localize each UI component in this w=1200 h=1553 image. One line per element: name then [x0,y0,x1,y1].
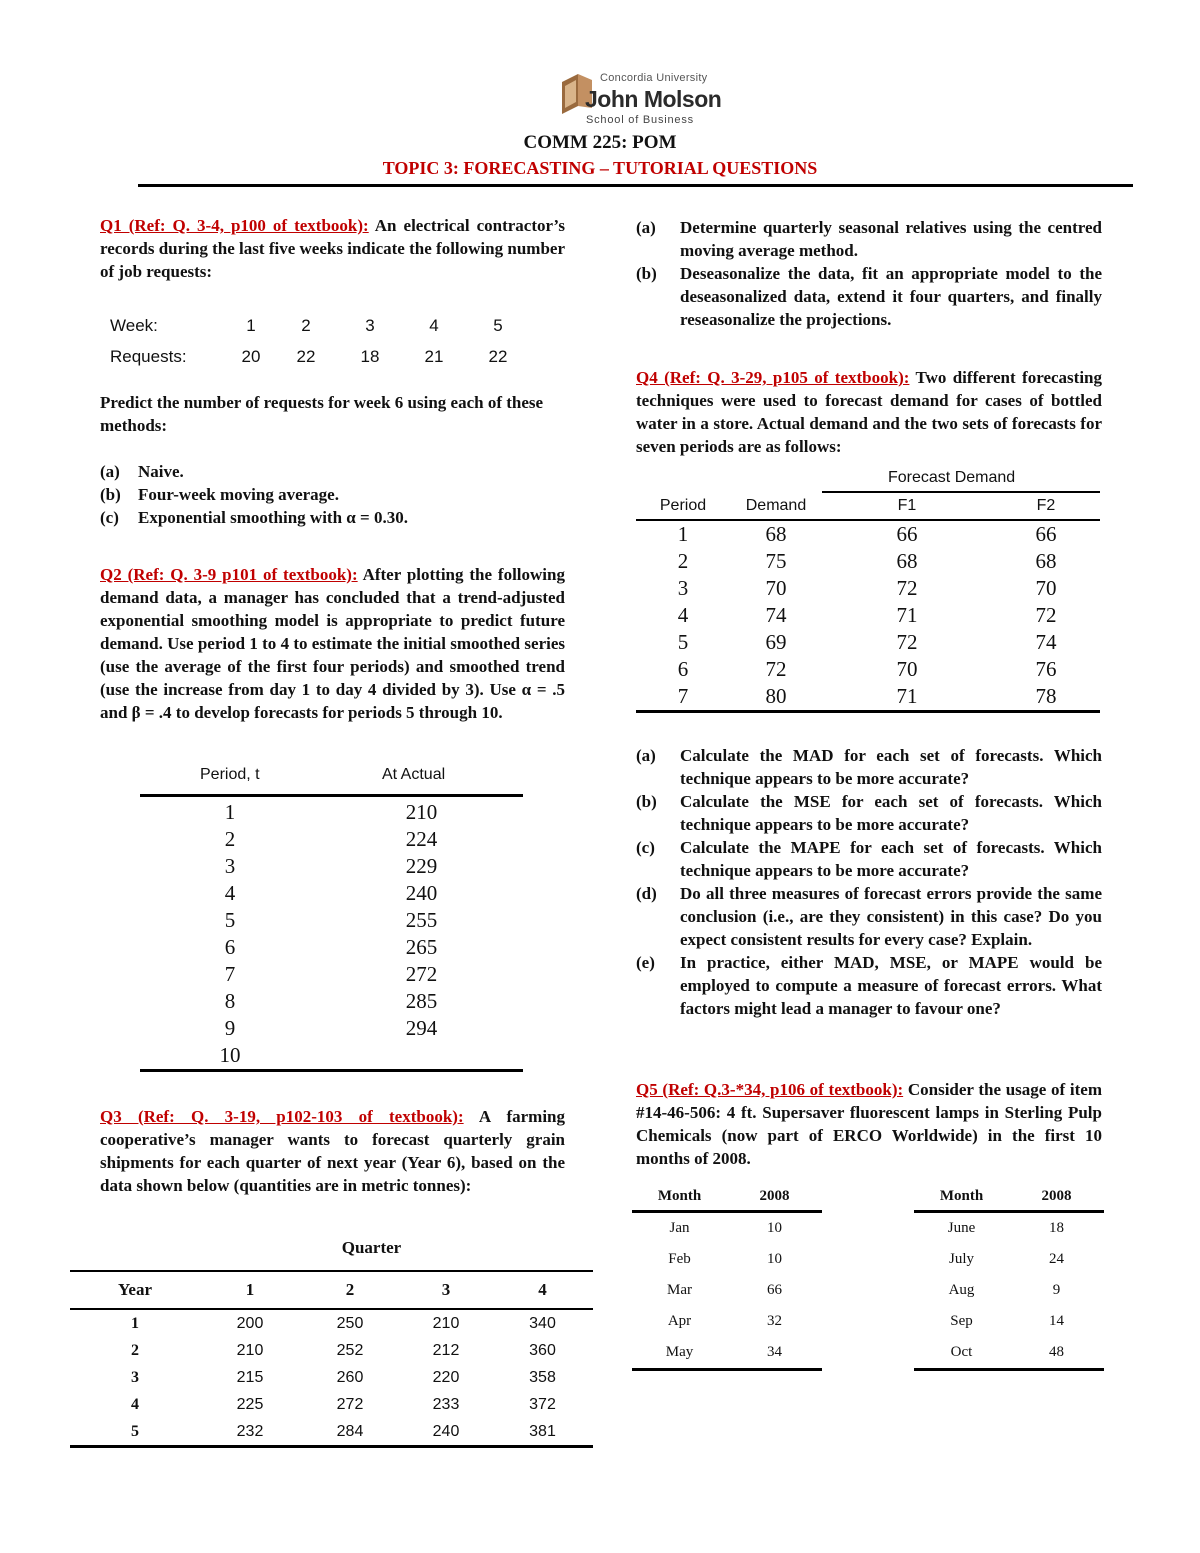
q2-actual: 229 [405,854,438,878]
q4-table-rule [636,710,1100,713]
table-row [914,1306,1104,1337]
table-row [632,1337,822,1368]
q2-actual: 294 [405,1016,438,1040]
q4-cell: 6 [677,657,689,681]
q3-cell: 240 [432,1422,460,1440]
table-row [632,1306,822,1337]
q3-cell: 372 [529,1395,556,1413]
table-row [70,1391,593,1418]
q4-cell: 68 [896,549,918,573]
q2-actual: 255 [405,908,438,932]
q3-cell: 360 [529,1341,556,1359]
q4-cell: 68 [1035,549,1057,573]
q4-cell: 69 [765,630,787,654]
q1-week-label: Week: [110,315,158,335]
q4-cell: 1 [677,522,689,546]
q4-table [636,469,1100,713]
q1-request: 18 [360,346,380,366]
q3-col-quarter: 4 [538,1280,547,1299]
q4-part: (b) Calculate the MSE for each set of forecasts. Which technique appears to be more accurate? [636,792,1102,834]
q3-cell: 3 [131,1368,139,1386]
q4-cell: 70 [896,657,918,681]
table-row [140,853,523,880]
q1-ref: Q1 (Ref: Q. 3-4, p100 of textbook): [100,216,369,235]
q5-ref: Q5 (Ref: Q.3-*34, p106 of textbook): [636,1080,904,1099]
q5-intro: Consider the usage of item #14-46-506: 4 ft. Supersaver fluorescent lamps in Sterling Pulp Chemicals (now part of ERCO Worldwide) in the first 10 months of 2008. [636,1080,1102,1168]
q5-cell: 9 [1052,1282,1061,1298]
q3-table-rule [70,1445,593,1448]
table-row [70,1364,593,1391]
q1-prompt: Predict the number of requests for week 6 using each of these methods: [100,393,544,435]
q3-quarter-label: Quarter [341,1238,402,1257]
q5-cell: 14 [1049,1313,1064,1329]
q2-actual: 265 [405,935,438,959]
table-row [70,1310,593,1337]
q3-cell: 200 [236,1314,264,1332]
q2-period: 9 [224,1016,236,1040]
q4-col-f2: F2 [1036,497,1056,514]
q2-text [100,563,565,724]
table-row [632,1244,822,1275]
q3-cell: 252 [336,1341,364,1359]
q5-cell: 48 [1049,1344,1064,1360]
q2-actual: 285 [405,989,438,1013]
q4-cell: 72 [1035,603,1057,627]
q3-parts [636,216,1102,331]
q5-cell: Jan [669,1220,690,1236]
topic-title: TOPIC 3: FORECASTING – TUTORIAL QUESTIONS [382,158,818,178]
q4-part: (c) Calculate the MAPE for each set of forecasts. Which technique appears to be more accurate? [636,838,1102,880]
table-row [914,1275,1104,1306]
q3-cell: 233 [432,1395,460,1413]
logo-university: Concordia University [600,72,708,84]
table-row [914,1213,1104,1244]
table-row [636,521,1100,548]
q3-cell: 215 [236,1368,264,1386]
q2-period: 7 [224,962,236,986]
q4-col-f1: F1 [897,497,917,514]
table-row [140,1015,523,1042]
q4-cell: 72 [765,657,787,681]
q3-cell: 4 [131,1395,139,1413]
q4-col-demand: Demand [745,497,807,514]
q4-cell: 71 [896,603,918,627]
q5-cell: 24 [1049,1251,1064,1267]
q4-cell: 66 [896,522,918,546]
table-row [70,1337,593,1364]
table-row [914,1244,1104,1275]
q3-col-quarter: 1 [245,1280,255,1299]
q5-cell: 10 [767,1251,782,1267]
q1-week: 1 [246,315,256,335]
q4-cell: 74 [1035,630,1057,654]
q5-table-right [914,1185,1104,1371]
table-row [140,934,523,961]
q1-text [100,214,565,283]
q3-cell: 260 [336,1368,364,1386]
q4-cell: 2 [677,549,689,573]
q2-col-actual: At Actual [382,766,446,783]
q4-cell: 78 [1035,684,1057,708]
q1-part: (a) Naive. [100,462,184,481]
q1-table [110,310,530,372]
q2-ref: Q2 (Ref: Q. 3-9 p101 of textbook): [100,565,358,584]
q5-cell: 18 [1049,1220,1064,1236]
q5-cell: July [948,1251,974,1267]
q3-cell: 340 [529,1314,556,1332]
q3-col-quarter: 2 [345,1280,355,1299]
q4-text [636,366,1102,458]
q5-col-year: 2008 [759,1187,790,1204]
q5-cell: Apr [667,1313,692,1329]
q4-cell: 75 [765,549,787,573]
q3-cell: 210 [432,1314,460,1332]
q3-cell: 212 [432,1341,460,1359]
q3-table [70,1238,593,1448]
q4-intro: Two different forecasting techniques were used to forecast demand for cases of bottled water in a store. Actual demand and the two sets of forecasts for seven periods are as follows: [636,368,1102,456]
table-row [636,575,1100,602]
q4-part: (e) In practice, either MAD, MSE, or MAPE would be employed to compute a measure of forecast errors. What factors might lead a manager to favour one? [636,953,1102,1018]
q4-cell: 71 [896,684,918,708]
q4-cell: 66 [1035,522,1057,546]
q5-cell: Mar [667,1282,692,1298]
q4-part: (d) Do all three measures of forecast errors provide the same conclusion (i.e., are they consistent) in this case? Do you expect consistent results for every case? Explain. [636,884,1102,949]
q4-cell: 4 [677,603,689,627]
q4-cell: 68 [765,522,787,546]
q2-period: 2 [224,827,236,851]
q5-cell: Oct [950,1344,973,1360]
q3-ref: Q3 (Ref: Q. 3-19, p102-103 of textbook): [100,1107,464,1126]
q1-request: 20 [241,346,261,366]
q2-actual: 210 [405,800,438,824]
table-row [636,656,1100,683]
q4-cell: 74 [765,603,787,627]
q4-cell: 80 [765,684,787,708]
course-title: COMM 225: POM [523,132,677,153]
table-row [70,1418,593,1445]
q3-cell: 5 [131,1422,139,1440]
q5-table-left [632,1185,822,1371]
q5-cell: Aug [948,1282,975,1298]
table-row [140,880,523,907]
q2-actual: 224 [405,827,438,851]
q2-period: 8 [224,989,236,1013]
q4-cell: 70 [765,576,787,600]
q1-request: 22 [488,346,508,366]
q2-period: 6 [224,935,236,959]
university-logo [562,70,722,126]
q1-intro: An electrical contractor’s records during the last five weeks indicate the following number of job requests: [100,216,565,281]
q4-cell: 70 [1035,576,1057,600]
q5-col-month: Month [939,1187,984,1204]
q2-period: 4 [224,881,236,905]
q2-table-rule [140,794,523,797]
table-row [140,799,523,826]
q4-cell: 7 [677,684,689,708]
q1-request: 21 [424,346,444,366]
q4-col-period: Period [659,497,707,514]
q4-cell: 76 [1035,657,1057,681]
q5-col-year: 2008 [1041,1187,1072,1204]
logo-school: School of Business [586,114,694,126]
q4-group-label: Forecast Demand [888,469,1016,486]
table-row [140,961,523,988]
q2-col-period: Period, t [200,766,260,783]
table-row [914,1337,1104,1368]
q5-col-month: Month [657,1187,702,1204]
q3-cell: 1 [131,1314,139,1332]
q5-table-rule [632,1368,822,1371]
q3-part: (a) Determine quarterly seasonal relatives using the centred moving average method. [636,218,1102,260]
q2-period: 10 [219,1043,241,1067]
q3-col-quarter: 3 [441,1280,451,1299]
q1-week: 3 [365,315,375,335]
q5-cell: June [947,1220,976,1236]
table-row [636,602,1100,629]
q4-cell: 72 [896,630,918,654]
q3-part: (b) Deseasonalize the data, fit an appropriate model to the deseasonalized data, extend it four quarters, and finally reseasonalize the projections. [636,264,1102,329]
q2-intro: After plotting the following demand data, a manager has concluded that a trend-adjusted exponential smoothing model is appropriate to predict future demand. Use period 1 to 4 to estimate the initial smoothed series (use the average of the first four periods) and smoothed trend (use the increase from day 1 to day 4 divided by 3). Use α = .5 and β = .4 to develop forecasts for periods 5 through 10. [100,565,565,722]
q5-cell: May [665,1344,694,1360]
q1-parts [100,460,560,529]
q3-col-year: Year [118,1280,152,1299]
q1-week: 2 [301,315,311,335]
q5-table-rule [914,1368,1104,1371]
q3-text [100,1105,565,1197]
q5-text [636,1078,1102,1170]
table-row [636,683,1100,710]
table-row [636,629,1100,656]
logo-name: John Molson [585,86,722,112]
table-row [140,1042,523,1069]
q5-cell: 34 [767,1344,782,1360]
q4-ref: Q4 (Ref: Q. 3-29, p105 of textbook): [636,368,910,387]
q3-cell: 381 [529,1422,556,1440]
q2-table [140,766,523,1072]
q1-requests-label: Requests: [110,346,187,366]
table-row [140,907,523,934]
q3-cell: 250 [336,1314,364,1332]
q4-cell: 5 [677,630,689,654]
q4-cell: 72 [896,576,918,600]
q3-cell: 210 [236,1341,264,1359]
q1-request: 22 [296,346,316,366]
q1-week: 4 [429,315,439,335]
q3-cell: 220 [432,1368,460,1386]
q4-parts [636,744,1102,1020]
q1-part: (b) Four-week moving average. [100,485,339,504]
q2-actual: 272 [405,962,438,986]
q5-cell: Feb [668,1251,691,1267]
q3-cell: 358 [529,1368,556,1386]
q1-week: 5 [493,315,503,335]
q4-part: (a) Calculate the MAD for each set of forecasts. Which technique appears to be more accurate? [636,746,1102,788]
table-row [636,548,1100,575]
q5-cell: 66 [767,1282,782,1298]
q2-actual [320,1042,523,1069]
q1-part: (c) Exponential smoothing with α = 0.30. [100,508,408,527]
q3-cell: 2 [131,1341,139,1359]
q5-cell: 10 [767,1220,782,1236]
q2-table-rule [140,1069,523,1072]
q2-period: 1 [224,800,236,824]
q4-group-rule [822,491,1100,493]
q5-cell: Sep [950,1313,973,1329]
table-row [140,826,523,853]
q3-intro: A farming cooperative’s manager wants to forecast quarterly grain shipments for each quarter of next year (Year 6), based on the data shown below (quantities are in metric tonnes): [100,1107,565,1195]
q4-cell: 3 [677,576,689,600]
table-row [632,1213,822,1244]
table-row [632,1275,822,1306]
q3-cell: 284 [336,1422,364,1440]
q3-cell: 232 [236,1422,264,1440]
q3-cell: 272 [336,1395,364,1413]
table-row [140,988,523,1015]
q3-cell: 225 [236,1395,264,1413]
q2-period: 3 [224,854,236,878]
q2-period: 5 [224,908,236,932]
q2-actual: 240 [405,881,438,905]
header-rule [138,184,1133,187]
q5-cell: 32 [767,1313,782,1329]
